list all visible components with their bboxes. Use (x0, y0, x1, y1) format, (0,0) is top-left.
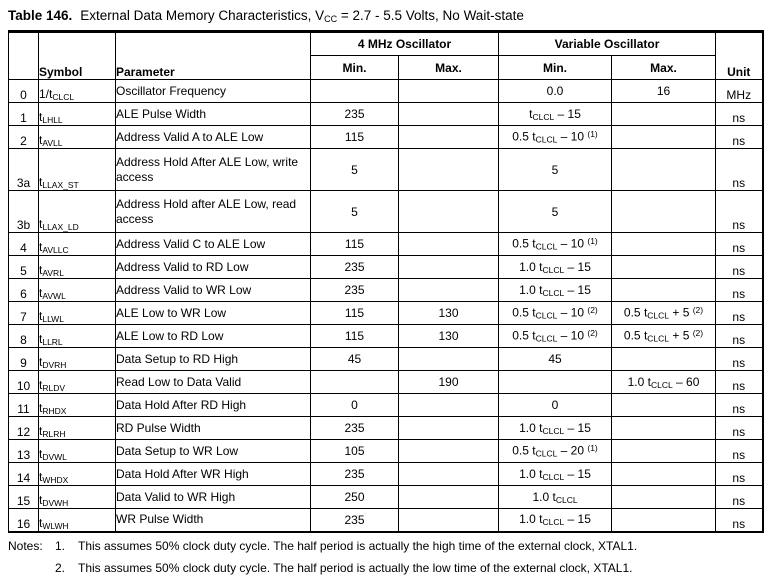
min-4mhz-cell: 235 (311, 256, 399, 279)
unit-cell: ns (716, 149, 763, 191)
min-variable-cell: 0.5 $t_{CLCL} - 10$ $^{(1)}$ (499, 233, 612, 256)
unit-cell: ns (716, 233, 763, 256)
max-variable-cell (612, 149, 716, 191)
min-4mhz-cell: 235 (311, 509, 399, 532)
symbol-cell: $t_{RLDV}$ (39, 371, 116, 394)
table-row (9, 509, 763, 532)
note-text: This assumes 50% clock duty cycle. The half period is actually the high time of the external clock, XTAL1. (78, 538, 638, 553)
max-4mhz-cell (399, 348, 499, 371)
table-row (9, 302, 763, 325)
header-parameter: Parameter (116, 32, 311, 80)
table-row (9, 486, 763, 509)
unit-cell: ns (716, 191, 763, 233)
min-variable-cell: 1.0 $t_{CLCL} - 15$ (499, 279, 612, 302)
table-row (9, 149, 763, 191)
max-variable-cell (612, 394, 716, 417)
symbol-cell: $t_{WHDX}$ (39, 463, 116, 486)
unit-cell: ns (716, 440, 763, 463)
max-variable-cell: 16 (612, 80, 716, 103)
min-variable-cell: 0.0 (499, 80, 612, 103)
parameter-cell: Oscillator Frequency (116, 80, 311, 103)
max-4mhz-cell (399, 80, 499, 103)
row-number: 16 (9, 509, 39, 532)
max-variable-cell (612, 191, 716, 233)
parameter-cell: Address Valid A to ALE Low (116, 126, 311, 149)
note-item (55, 561, 637, 575)
table-row (9, 126, 763, 149)
symbol-cell: $t_{DVWH}$ (39, 486, 116, 509)
symbol-cell: $t_{WLWH}$ (39, 509, 116, 532)
notes-list (55, 539, 637, 583)
min-4mhz-cell: 115 (311, 302, 399, 325)
symbol-cell: $1/t_{CLCL}$ (39, 80, 116, 103)
parameter-cell: Data Setup to WR Low (116, 440, 311, 463)
unit-cell: ns (716, 463, 763, 486)
min-4mhz-cell: 235 (311, 103, 399, 126)
header-group-4mhz: 4 MHz Oscillator (311, 32, 499, 56)
note-number: 1. (55, 538, 66, 553)
header-symbol: Symbol (39, 32, 116, 80)
min-4mhz-cell: 115 (311, 126, 399, 149)
row-number: 3a (9, 149, 39, 191)
unit-cell: ns (716, 417, 763, 440)
max-variable-cell (612, 279, 716, 302)
row-number: 11 (9, 394, 39, 417)
max-variable-cell (612, 126, 716, 149)
symbol-cell: $t_{AVWL}$ (39, 279, 116, 302)
max-variable-cell (612, 463, 716, 486)
min-4mhz-cell: 115 (311, 325, 399, 348)
min-variable-cell: 5 (499, 191, 612, 233)
max-variable-cell (612, 348, 716, 371)
row-number: 4 (9, 233, 39, 256)
parameter-cell: Address Hold After ALE Low, write access (116, 149, 311, 191)
min-variable-cell (499, 371, 612, 394)
row-number: 12 (9, 417, 39, 440)
min-variable-cell: 1.0 $t_{CLCL} - 15$ (499, 463, 612, 486)
symbol-cell: $t_{LLAX\_LD}$ (39, 191, 116, 233)
table-row (9, 417, 763, 440)
note-text: This assumes 50% clock duty cycle. The half period is actually the low time of the external clock, XTAL1. (78, 560, 633, 575)
symbol-cell: $t_{LHLL}$ (39, 103, 116, 126)
min-variable-cell: 1.0 $t_{CLCL}$ (499, 486, 612, 509)
min-variable-cell: 1.0 $t_{CLCL} - 15$ (499, 256, 612, 279)
parameter-cell: Read Low to Data Valid (116, 371, 311, 394)
unit-cell: ns (716, 302, 763, 325)
parameter-cell: ALE Pulse Width (116, 103, 311, 126)
max-4mhz-cell (399, 417, 499, 440)
table-row (9, 440, 763, 463)
parameter-cell: ALE Low to RD Low (116, 325, 311, 348)
header-min-4mhz: Min. (311, 56, 399, 80)
row-number: 9 (9, 348, 39, 371)
max-4mhz-cell (399, 149, 499, 191)
header-unit: Unit (716, 32, 763, 80)
min-variable-cell: 45 (499, 348, 612, 371)
max-variable-cell (612, 103, 716, 126)
min-4mhz-cell (311, 80, 399, 103)
table-row (9, 325, 763, 348)
row-number: 6 (9, 279, 39, 302)
max-variable-cell (612, 440, 716, 463)
table-title-text: External Data Memory Characteristics, V (80, 8, 325, 23)
min-4mhz-cell: 5 (311, 149, 399, 191)
max-variable-cell: 1.0 $t_{CLCL} - 60$ (612, 371, 716, 394)
max-variable-cell (612, 486, 716, 509)
table-row (9, 279, 763, 302)
parameter-cell: WR Pulse Width (116, 509, 311, 532)
parameter-cell: Data Valid to WR High (116, 486, 311, 509)
unit-cell: ns (716, 394, 763, 417)
unit-cell: ns (716, 325, 763, 348)
table-row (9, 80, 763, 103)
table-number: Table 146. (8, 8, 73, 23)
symbol-cell: $t_{LLAX\_ST}$ (39, 149, 116, 191)
table-row (9, 348, 763, 371)
symbol-cell: $t_{AVRL}$ (39, 256, 116, 279)
parameter-cell: Data Hold After WR High (116, 463, 311, 486)
table-row (9, 463, 763, 486)
symbol-cell: $t_{DVWL}$ (39, 440, 116, 463)
row-number: 0 (9, 80, 39, 103)
row-number: 13 (9, 440, 39, 463)
notes (8, 539, 764, 583)
min-variable-cell: 0.5 $t_{CLCL} - 10$ $^{(1)}$ (499, 126, 612, 149)
table-row (9, 191, 763, 233)
max-variable-cell (612, 417, 716, 440)
max-4mhz-cell (399, 256, 499, 279)
unit-cell: MHz (716, 80, 763, 103)
max-4mhz-cell (399, 440, 499, 463)
min-variable-cell: 0.5 $t_{CLCL} - 10$ $^{(2)}$ (499, 302, 612, 325)
min-variable-cell: 0.5 $t_{CLCL} - 10$ $^{(2)}$ (499, 325, 612, 348)
min-4mhz-cell (311, 371, 399, 394)
note-number: 2. (55, 560, 66, 575)
symbol-cell: $t_{DVRH}$ (39, 348, 116, 371)
symbol-cell: $t_{AVLL}$ (39, 126, 116, 149)
max-4mhz-cell (399, 233, 499, 256)
row-number: 2 (9, 126, 39, 149)
min-4mhz-cell: 5 (311, 191, 399, 233)
min-4mhz-cell: 105 (311, 440, 399, 463)
row-number: 1 (9, 103, 39, 126)
max-4mhz-cell (399, 103, 499, 126)
unit-cell: ns (716, 486, 763, 509)
symbol-cell: $t_{LLRL}$ (39, 325, 116, 348)
unit-cell: ns (716, 371, 763, 394)
unit-cell: ns (716, 509, 763, 532)
min-4mhz-cell: 235 (311, 463, 399, 486)
max-variable-cell (612, 233, 716, 256)
max-4mhz-cell (399, 191, 499, 233)
unit-cell: ns (716, 256, 763, 279)
characteristics-table (8, 30, 764, 533)
table-title-suffix: = 2.7 - 5.5 Volts, No Wait-state (337, 8, 524, 23)
max-variable-cell: 0.5 $t_{CLCL} + 5$ $^{(2)}$ (612, 302, 716, 325)
max-4mhz-cell (399, 463, 499, 486)
symbol-cell: $t_{LLWL}$ (39, 302, 116, 325)
row-number: 3b (9, 191, 39, 233)
min-variable-cell: $t_{CLCL} - 15$ (499, 103, 612, 126)
max-4mhz-cell (399, 486, 499, 509)
max-4mhz-cell (399, 509, 499, 532)
min-4mhz-cell: 235 (311, 279, 399, 302)
symbol-cell: $t_{RLRH}$ (39, 417, 116, 440)
min-4mhz-cell: 45 (311, 348, 399, 371)
table-body (9, 80, 763, 532)
row-number: 15 (9, 486, 39, 509)
table-row (9, 103, 763, 126)
parameter-cell: Data Hold After RD High (116, 394, 311, 417)
table-row (9, 256, 763, 279)
min-4mhz-cell: 235 (311, 417, 399, 440)
table-row (9, 233, 763, 256)
min-4mhz-cell: 115 (311, 233, 399, 256)
header-max-variable: Max. (612, 56, 716, 80)
max-4mhz-cell: 130 (399, 302, 499, 325)
row-number: 7 (9, 302, 39, 325)
row-number: 8 (9, 325, 39, 348)
notes-label: Notes: (8, 538, 43, 553)
max-variable-cell: 0.5 $t_{CLCL} + 5$ $^{(2)}$ (612, 325, 716, 348)
parameter-cell: RD Pulse Width (116, 417, 311, 440)
parameter-cell: Data Setup to RD High (116, 348, 311, 371)
min-variable-cell: 5 (499, 149, 612, 191)
table-row (9, 394, 763, 417)
symbol-cell: $t_{AVLLC}$ (39, 233, 116, 256)
note-item (55, 539, 637, 553)
max-4mhz-cell: 190 (399, 371, 499, 394)
unit-cell: ns (716, 126, 763, 149)
header-max-4mhz: Max. (399, 56, 499, 80)
row-number: 5 (9, 256, 39, 279)
max-4mhz-cell (399, 394, 499, 417)
parameter-cell: ALE Low to WR Low (116, 302, 311, 325)
table-title (8, 8, 764, 24)
vcc-subscript: CC (324, 14, 338, 24)
max-variable-cell (612, 256, 716, 279)
corner-cell (9, 32, 39, 80)
header-min-variable: Min. (499, 56, 612, 80)
max-4mhz-cell (399, 279, 499, 302)
row-number: 10 (9, 371, 39, 394)
header-group-variable: Variable Oscillator (499, 32, 716, 56)
min-variable-cell: 0 (499, 394, 612, 417)
parameter-cell: Address Valid C to ALE Low (116, 233, 311, 256)
min-4mhz-cell: 250 (311, 486, 399, 509)
parameter-cell: Address Valid to RD Low (116, 256, 311, 279)
max-4mhz-cell (399, 126, 499, 149)
max-variable-cell (612, 509, 716, 532)
row-number: 14 (9, 463, 39, 486)
symbol-cell: $t_{RHDX}$ (39, 394, 116, 417)
parameter-cell: Address Hold after ALE Low, read access (116, 191, 311, 233)
min-variable-cell: 1.0 $t_{CLCL} - 15$ (499, 417, 612, 440)
min-variable-cell: 1.0 $t_{CLCL} - 15$ (499, 509, 612, 532)
table-row (9, 371, 763, 394)
unit-cell: ns (716, 348, 763, 371)
unit-cell: ns (716, 103, 763, 126)
min-4mhz-cell: 0 (311, 394, 399, 417)
parameter-cell: Address Valid to WR Low (116, 279, 311, 302)
min-variable-cell: 0.5 $t_{CLCL} - 20$ $^{(1)}$ (499, 440, 612, 463)
unit-cell: ns (716, 279, 763, 302)
max-4mhz-cell: 130 (399, 325, 499, 348)
